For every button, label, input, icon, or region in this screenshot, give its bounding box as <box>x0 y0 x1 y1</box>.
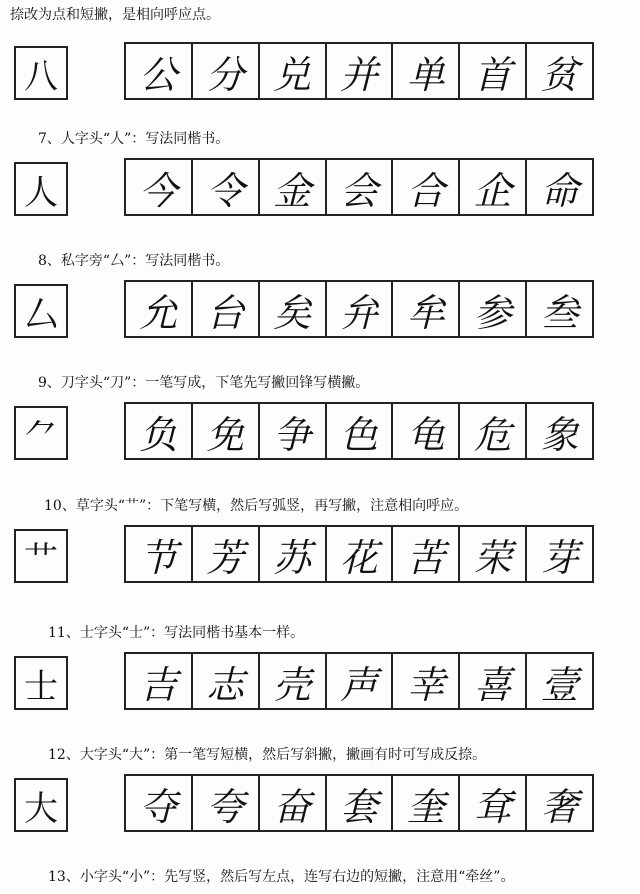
character-cell: 苏 <box>260 527 327 581</box>
character-cell: 公 <box>126 44 193 98</box>
character-cell: 苦 <box>393 527 460 581</box>
character-cell: 龟 <box>393 404 460 458</box>
character-grid <box>124 652 594 710</box>
character-cell: 弁 <box>327 282 394 336</box>
character-cell: 夸 <box>193 776 260 830</box>
character-cell: 企 <box>460 160 527 214</box>
section-caption: 9、刀字头“刀”：一笔写成，下笔先写撇回锋写横撇。 <box>38 375 370 391</box>
character-cell: 允 <box>126 282 193 336</box>
character-cell: 牟 <box>393 282 460 336</box>
radical-box: 大 <box>14 778 68 832</box>
character-cell: 色 <box>327 404 394 458</box>
section-caption: 11、士字头“士”：写法同楷书基本一样。 <box>48 625 305 641</box>
character-cell: 首 <box>460 44 527 98</box>
character-grid <box>124 402 594 460</box>
character-cell: 危 <box>460 404 527 458</box>
character-cell: 单 <box>393 44 460 98</box>
character-cell: 合 <box>393 160 460 214</box>
character-cell: 参 <box>460 282 527 336</box>
character-cell: 套 <box>327 776 394 830</box>
character-cell: 喜 <box>460 654 527 708</box>
footer-caption: 13、小字头“小”：先写竖，然后写左点，连写右边的短撇，注意用“牵丝”。 <box>48 869 515 885</box>
section-caption: 7、人字头“人”：写法同楷书。 <box>38 131 230 147</box>
character-cell: 声 <box>327 654 394 708</box>
character-cell: 象 <box>540 412 579 457</box>
radical-box: 艹 <box>14 529 68 583</box>
character-grid <box>124 525 594 583</box>
character-cell: 会 <box>327 160 394 214</box>
character-cell: 花 <box>327 527 394 581</box>
character-cell: 今 <box>126 160 193 214</box>
character-cell: 分 <box>193 44 260 98</box>
character-cell: 幸 <box>393 654 460 708</box>
radical-box: ⺈ <box>14 406 68 460</box>
character-cell: 矣 <box>260 282 327 336</box>
character-grid <box>124 42 594 100</box>
character-cell: 金 <box>260 160 327 214</box>
character-cell: 免 <box>193 404 260 458</box>
character-cell: 争 <box>260 404 327 458</box>
radical-box: 厶 <box>14 284 68 338</box>
character-cell: 节 <box>126 527 193 581</box>
character-cell: 奎 <box>393 776 460 830</box>
section-caption: 10、草字头“艹”：下笔写横，然后写弧竖，再写撇，注意相向呼应。 <box>44 498 469 514</box>
character-cell: 荣 <box>460 527 527 581</box>
character-grid <box>124 280 594 338</box>
section-caption: 8、私字旁“厶”：写法同楷书。 <box>38 253 230 269</box>
character-cell: 负 <box>126 404 193 458</box>
character-cell: 壳 <box>260 654 327 708</box>
character-cell: 台 <box>193 282 260 336</box>
radical-box: 士 <box>14 656 68 710</box>
radical-box: 人 <box>14 162 68 216</box>
character-cell: 命 <box>540 168 579 213</box>
character-cell: 兑 <box>260 44 327 98</box>
section-caption: 12、大字头“大”：第一笔写短横，然后写斜撇，撇画有时可写成反捺。 <box>48 747 487 763</box>
character-cell: 令 <box>193 160 260 214</box>
character-cell: 芽 <box>540 535 579 580</box>
character-cell: 奋 <box>260 776 327 830</box>
character-cell: 志 <box>193 654 260 708</box>
radical-box: 八 <box>14 46 68 100</box>
character-grid <box>124 774 594 832</box>
character-cell: 壹 <box>540 662 579 707</box>
character-cell: 吉 <box>126 654 193 708</box>
character-cell: 夺 <box>126 776 193 830</box>
character-cell: 贫 <box>540 52 579 97</box>
character-cell: 奢 <box>540 784 579 829</box>
intro-text: 捺改为点和短撇，是相向呼应点。 <box>10 7 220 23</box>
character-cell: 芳 <box>193 527 260 581</box>
character-cell: 耷 <box>460 776 527 830</box>
character-cell: 叁 <box>540 290 579 335</box>
character-grid <box>124 158 594 216</box>
character-cell: 并 <box>327 44 394 98</box>
